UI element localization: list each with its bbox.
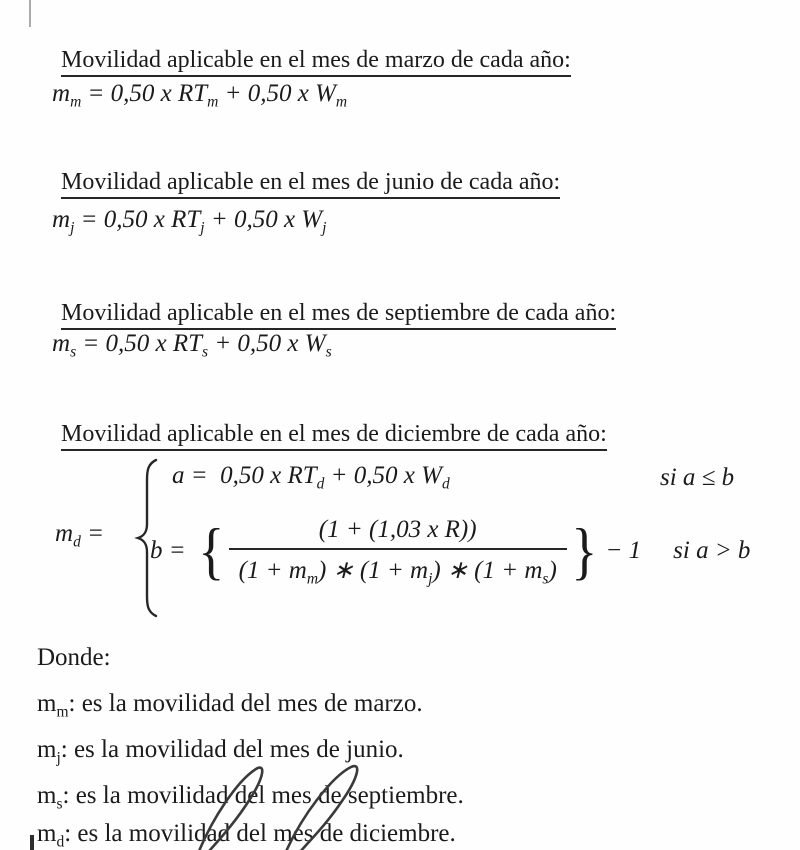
heading-marzo-text: Movilidad aplicable en el mes de marzo de cada año: (61, 47, 571, 77)
definition-diciembre: $m_d$: es la movilidad del mes de diciembre. (37, 820, 456, 850)
scan-artifact-bottom-left (30, 835, 34, 850)
open-brace: { (198, 514, 225, 586)
definition-septiembre: $m_s$: es la movilidad del mes de septiembre. (37, 782, 464, 813)
fraction (229, 516, 567, 588)
minus-one: − 1 (605, 536, 642, 564)
close-brace: } (571, 514, 598, 586)
scan-artifact-top-left (29, 0, 31, 27)
formula-junio: $m_j = 0,50$ x $RT_j + 0,50$ x $W_j$ (52, 206, 327, 237)
heading-junio-text: Movilidad aplicable en el mes de junio de cada año: (61, 169, 560, 199)
fraction-denominator: $(1 + m_m)$ ∗ $(1 + m_j)$ ∗ $(1 + m_s)$ (229, 548, 567, 585)
case-b-expression (150, 514, 751, 588)
case-b-condition: si a > b (673, 536, 751, 564)
fraction-numerator: (1 + (1,03 x R)) (318, 516, 477, 543)
heading-diciembre-text: Movilidad aplicable en el mes de diciembre de cada año: (61, 421, 607, 451)
case-a-condition: si a ≤ b (660, 464, 735, 491)
case-a-expression: a = 0,50 x $RT_d + 0,50$ x $W_d$ (172, 462, 450, 493)
where-label: Donde: (37, 644, 111, 671)
formula-diciembre (0, 450, 800, 630)
formula-septiembre: $m_s = 0,50$ x $RT_s + 0,50$ x $W_s$ (52, 330, 332, 361)
definition-junio: $m_j$: es la movilidad del mes de junio. (37, 736, 404, 767)
definition-marzo: $m_m$: es la movilidad del mes de marzo. (37, 690, 423, 721)
case-b-lead: b = (150, 536, 192, 564)
formula-diciembre-lhs: $m_d$ = (55, 520, 104, 551)
formula-marzo: $m_m = 0,50$ x $RT_m + 0,50$ x $W_m$ (52, 80, 348, 111)
heading-septiembre-text: Movilidad aplicable en el mes de septiembre de cada año: (61, 300, 616, 330)
